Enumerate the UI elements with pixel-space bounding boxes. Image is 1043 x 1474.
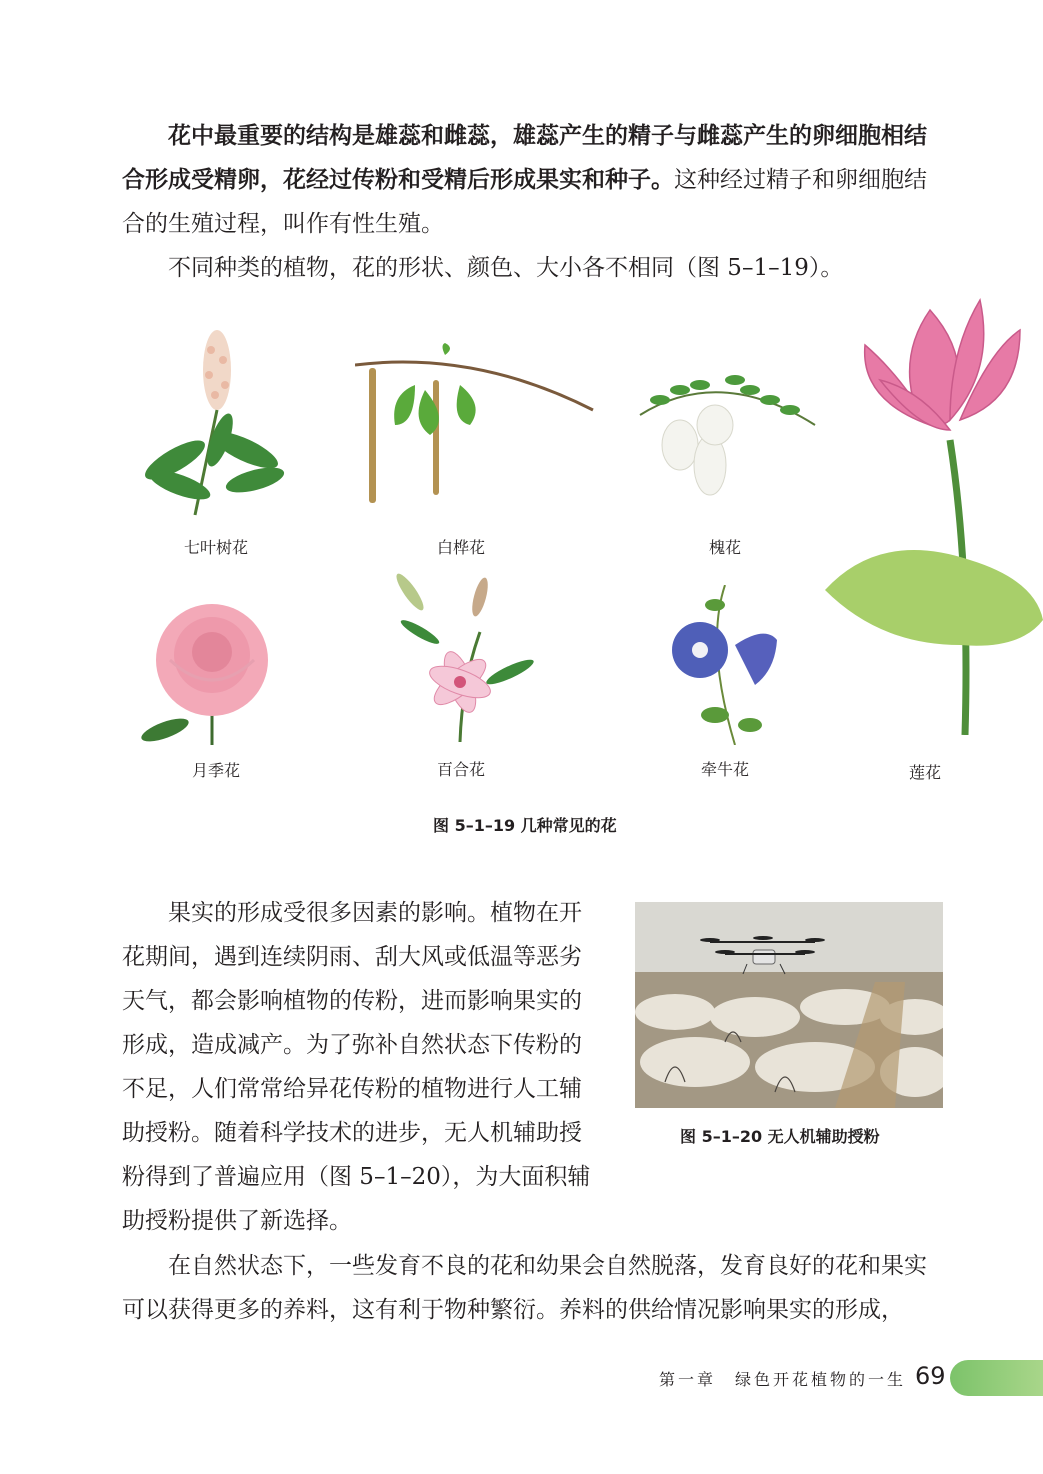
definition-text: 这种经过精子和卵细胞结合的生殖过程，叫作有性生殖。: [122, 167, 927, 237]
rose-image: [140, 600, 280, 745]
paragraph-flower-variety: 不同种类的植物，花的形状、颜色、大小各不相同（图 5–1–19）。: [168, 255, 844, 281]
horse-chestnut-image: [135, 330, 300, 525]
lotus-image: [820, 290, 1043, 735]
caption-rose: 月季花: [191, 761, 240, 780]
chapter-title: 第一章 绿色开花植物的一生: [659, 1370, 907, 1389]
paragraph-pollination: 果实的形成受很多因素的影响。植物在开花期间，遇到连续阴雨、刮大风或低温等恶劣天气，都会影响植物的传粉，进而影响果实的形成，造成减产。为了弥补自然状态下传粉的不足，人们常常给异花传粉的植物进行人工辅助授粉。随着科学技术的进步，无人机辅助授粉得到了普遍应用（图 5–1–20），为大面积辅助授粉提供了新选择。: [122, 900, 591, 1234]
page-tab-decoration: [950, 1360, 1043, 1396]
page-number: 69: [915, 1362, 946, 1390]
figure-5-1-19-caption: 图 5–1–19 几种常见的花: [433, 816, 617, 835]
drone-pollination-image: [635, 902, 943, 1108]
morning-glory-image: [665, 585, 785, 745]
caption-birch: 白桦花: [436, 538, 485, 557]
key-statement: 花中最重要的结构是雄蕊和雌蕊，雄蕊产生的精子与雌蕊产生的卵细胞相结合形成受精卵，花经过传粉和受精后形成果实和种子。: [122, 123, 927, 193]
caption-lotus: 莲花: [908, 763, 941, 782]
caption-lily: 百合花: [436, 760, 485, 779]
paragraph-sexual-reproduction: [122, 114, 944, 246]
figure-5-1-20-caption: 图 5–1–20 无人机辅助授粉: [680, 1127, 880, 1146]
caption-locust: 槐花: [708, 538, 741, 557]
caption-horse-chestnut: 七叶树花: [183, 538, 248, 557]
birch-image: [355, 340, 595, 510]
locust-image: [630, 355, 820, 510]
paragraph-nutrients: 在自然状态下，一些发育不良的花和幼果会自然脱落，发育良好的花和果实可以获得更多的养料，这有利于物种繁衍。养料的供给情况影响果实的形成，: [122, 1253, 927, 1323]
caption-morning-glory: 牵牛花: [700, 760, 749, 779]
lily-image: [390, 572, 535, 742]
